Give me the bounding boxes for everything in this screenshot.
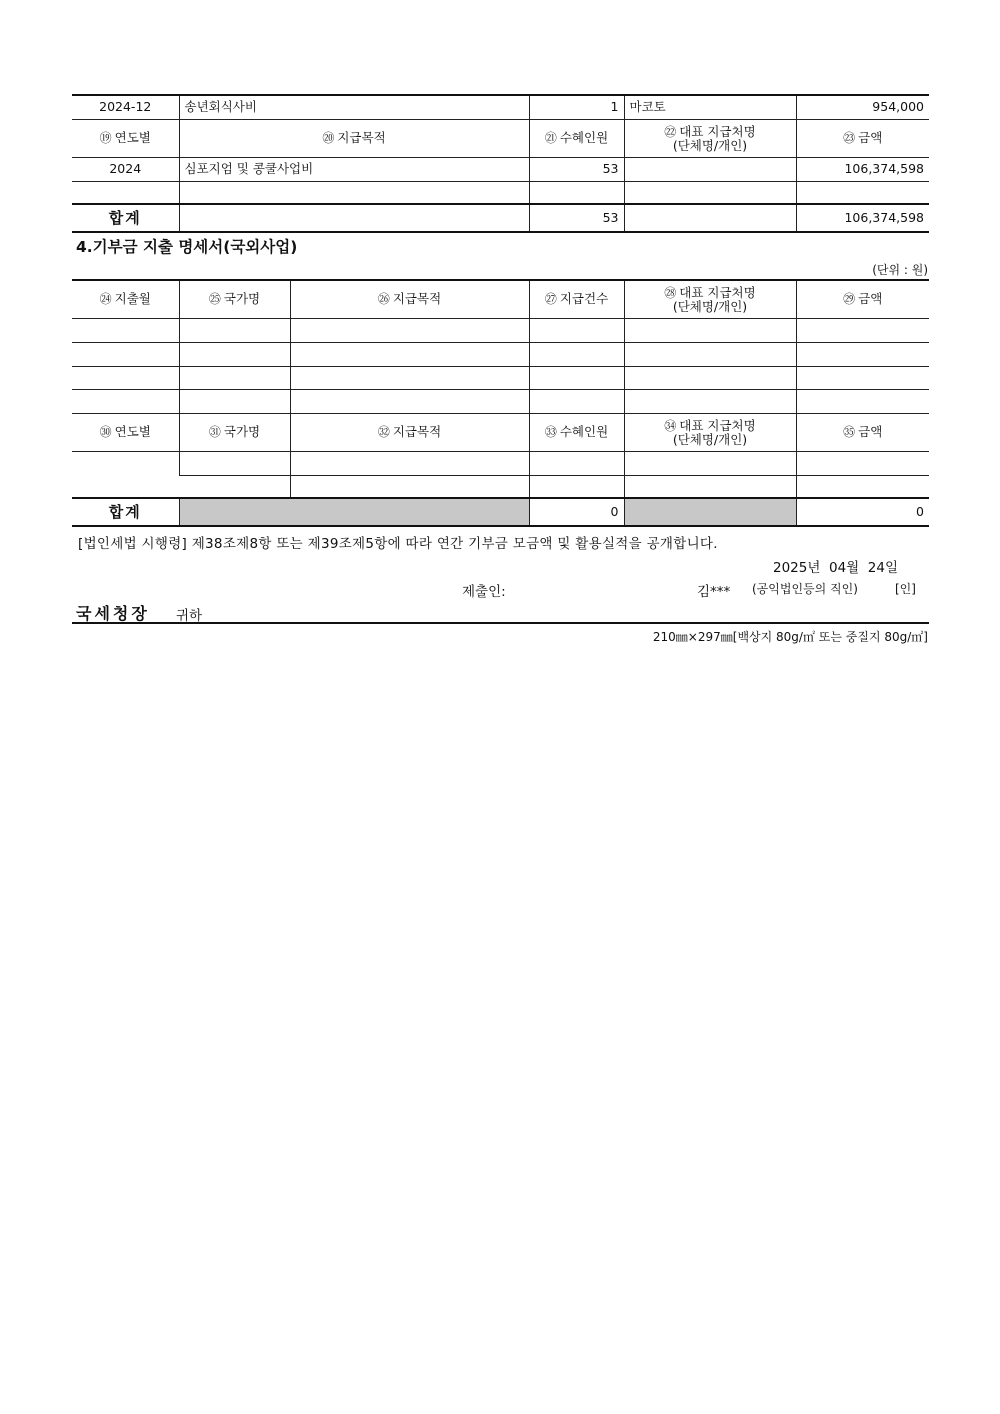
legal-notice: [법인세법 시행령] 제38조제8항 또는 제39조제5항에 따라 연간 기부금 모금액 및 활용실적을 공개합니다.	[78, 536, 718, 552]
table-row: 2024 심포지엄 및 콩쿨사업비 53 106,374,598	[72, 157, 929, 181]
beneficiaries-header: ㉑ 수혜인원	[529, 119, 624, 157]
recipient-header: ㉒ 대표 지급처명 (단체명/개인)	[624, 119, 796, 157]
total-amount: 106,374,598	[796, 204, 929, 232]
month-cell: 2024-12	[72, 95, 179, 119]
country-header: ㉕ 국가명	[179, 280, 290, 318]
purpose-cell: 송년회식사비	[179, 95, 529, 119]
total-label: 합계	[72, 498, 179, 526]
recipient-header: ㉞ 대표 지급처명 (단체명/개인)	[624, 413, 796, 451]
gray-cell	[624, 498, 796, 526]
submitter-label: 제출인:	[462, 584, 506, 600]
count-cell: 1	[529, 95, 624, 119]
submission-date: 2025년 04월 24일	[773, 560, 899, 576]
seal-mark: [인]	[895, 582, 916, 596]
cases-header: ㉗ 지급건수	[529, 280, 624, 318]
recipient-header: ㉘ 대표 지급처명 (단체명/개인)	[624, 280, 796, 318]
section-title: 4.기부금 지출 명세서(국외사업)	[76, 238, 298, 256]
total-row	[72, 204, 929, 232]
amount-cell: 954,000	[796, 95, 929, 119]
gray-cell	[179, 498, 529, 526]
submitter-role: (공익법인등의 직인)	[752, 582, 858, 596]
year-header: ㉚ 연도별	[72, 413, 179, 451]
country-header: ㉛ 국가명	[179, 413, 290, 451]
total-beneficiaries: 53	[529, 204, 624, 232]
domestic-expense-table	[72, 94, 929, 233]
purpose-header: ㉜ 지급목적	[290, 413, 529, 451]
paper-spec: 210㎜×297㎜[백상지 80g/㎡ 또는 중질지 80g/㎡]	[652, 630, 928, 644]
footer-divider	[72, 622, 929, 624]
table-row	[72, 342, 929, 366]
total-amount: 0	[796, 498, 929, 526]
year-header: ⑲ 연도별	[72, 119, 179, 157]
table-row	[72, 389, 929, 413]
monthly-row	[72, 95, 929, 119]
purpose-header: ⑳ 지급목적	[179, 119, 529, 157]
table-row	[72, 475, 929, 498]
beneficiaries-header: ㉝ 수혜인원	[529, 413, 624, 451]
honorific: 귀하	[176, 608, 203, 624]
year-header-row	[72, 413, 929, 451]
table-row	[72, 366, 929, 389]
total-beneficiaries: 0	[529, 498, 624, 526]
table-row	[72, 181, 929, 204]
table-row	[72, 451, 929, 475]
year-header-row	[72, 119, 929, 157]
table-row	[72, 318, 929, 342]
amount-header: ㉓ 금액	[796, 119, 929, 157]
overseas-expense-table	[72, 279, 929, 527]
unit-label: (단위 : 원)	[872, 263, 928, 277]
amount-header: ㉟ 금액	[796, 413, 929, 451]
month-header-row	[72, 280, 929, 318]
total-row	[72, 498, 929, 526]
addressee: 국세청장	[76, 604, 150, 623]
amount-header: ㉙ 금액	[796, 280, 929, 318]
month-header: ㉔ 지출월	[72, 280, 179, 318]
submitter-name: 김***	[697, 584, 731, 600]
recipient-cell: 마코토	[624, 95, 796, 119]
purpose-header: ㉖ 지급목적	[290, 280, 529, 318]
total-label: 합계	[72, 204, 179, 232]
